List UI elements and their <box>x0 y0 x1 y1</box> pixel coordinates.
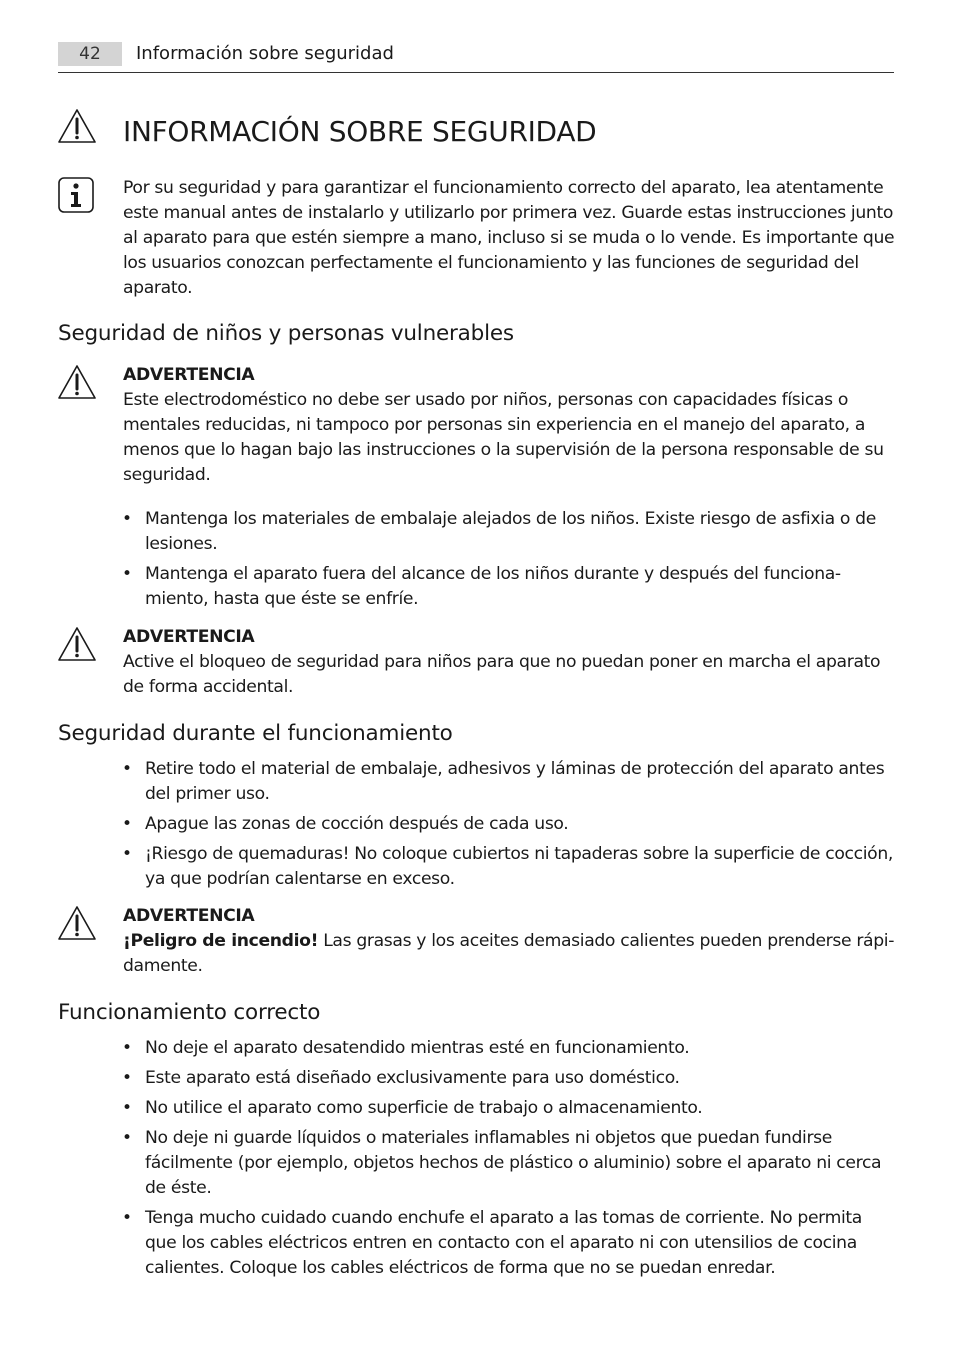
warning-triangle-icon <box>57 364 97 400</box>
list-item: • No deje ni guarde líquidos o materiales inflamables ni objetos que puedan fundirse fácilmente (por ejemplo, objetos hechos de plástico o aluminio) sobre el aparato ni cerca de éste. <box>122 1126 895 1201</box>
warning-text: Active el bloqueo de seguridad para niños para que no puedan poner en marcha el aparato de forma accidental. <box>123 652 881 697</box>
section-heading-children-safety: Seguridad de niños y personas vulnerables <box>58 321 514 346</box>
list-item: • No deje el aparato desatendido mientras esté en funcionamiento. <box>122 1036 895 1061</box>
fire-danger-lead: ¡Peligro de incendio! <box>123 931 319 951</box>
page-title: INFORMACIÓN SOBRE SEGURIDAD <box>123 115 597 148</box>
info-icon <box>57 176 95 214</box>
list-item: • Tenga mucho cuidado cuando enchufe el aparato a las tomas de corriente. No permita que los cables eléctricos entren en contacto con el aparato ni con utensilios de cocina calientes. Coloque los cables eléctricos de forma que no se puedan enredar. <box>122 1206 895 1281</box>
intro-paragraph: Por su seguridad y para garantizar el funcionamiento correcto del aparato, lea atentamente este manual antes de instalarlo y utilizarlo por primera vez. Guarde estas instrucciones junto al aparato para que estén siempre a mano, incluso si se muda o lo vende. Es importante que los usuarios conozcan perfectamente el funcionamiento y las funciones de seguridad del aparato. <box>123 178 895 298</box>
page-number: 42 <box>58 42 122 66</box>
section-heading-correct-operation: Funcionamiento correcto <box>58 1000 321 1025</box>
bullet-list-correct-operation <box>122 1036 895 1286</box>
warning-triangle-icon <box>57 108 97 144</box>
list-item: • Este aparato está diseñado exclusivamente para uso doméstico. <box>122 1066 895 1091</box>
warning-text: Este electrodoméstico no debe ser usado por niños, personas con capacidades físicas o mentales reducidas, ni tampoco por personas sin experiencia en el manejo del aparato, a menos que lo hagan bajo las instrucciones o la supervisión de la persona responsable de su seguridad. <box>123 390 884 485</box>
list-item: • No utilice el aparato como superficie de trabajo o almacenamiento. <box>122 1096 895 1121</box>
bullet-list-children <box>122 507 895 617</box>
warning-block <box>123 363 895 488</box>
page-header <box>58 40 894 73</box>
list-item: • Mantenga el aparato fuera del alcance de los niños durante y después del funcionamiento, hasta que éste se enfríe. <box>122 562 895 612</box>
warning-block <box>123 904 895 979</box>
warning-triangle-icon <box>57 905 97 941</box>
warning-block <box>123 625 895 700</box>
bullet-list-operation <box>122 757 895 897</box>
list-item: • Mantenga los materiales de embalaje alejados de los niños. Existe riesgo de asfixia o de lesiones. <box>122 507 895 557</box>
warning-text: Las grasas y los aceites demasiado calientes pueden prenderse rápidamente. <box>123 931 895 976</box>
warning-label: ADVERTENCIA <box>123 365 255 385</box>
list-item: • Apague las zonas de cocción después de cada uso. <box>122 812 895 837</box>
section-heading-operation-safety: Seguridad durante el funcionamiento <box>58 721 453 746</box>
running-title: Información sobre seguridad <box>136 43 394 64</box>
warning-triangle-icon <box>57 626 97 662</box>
list-item: • Retire todo el material de embalaje, adhesivos y láminas de protección del aparato antes del primer uso. <box>122 757 895 807</box>
list-item: • ¡Riesgo de quemaduras! No coloque cubiertos ni tapaderas sobre la superficie de cocción, ya que podrían calentarse en exceso. <box>122 842 895 892</box>
warning-label: ADVERTENCIA <box>123 627 255 647</box>
warning-label: ADVERTENCIA <box>123 906 255 926</box>
